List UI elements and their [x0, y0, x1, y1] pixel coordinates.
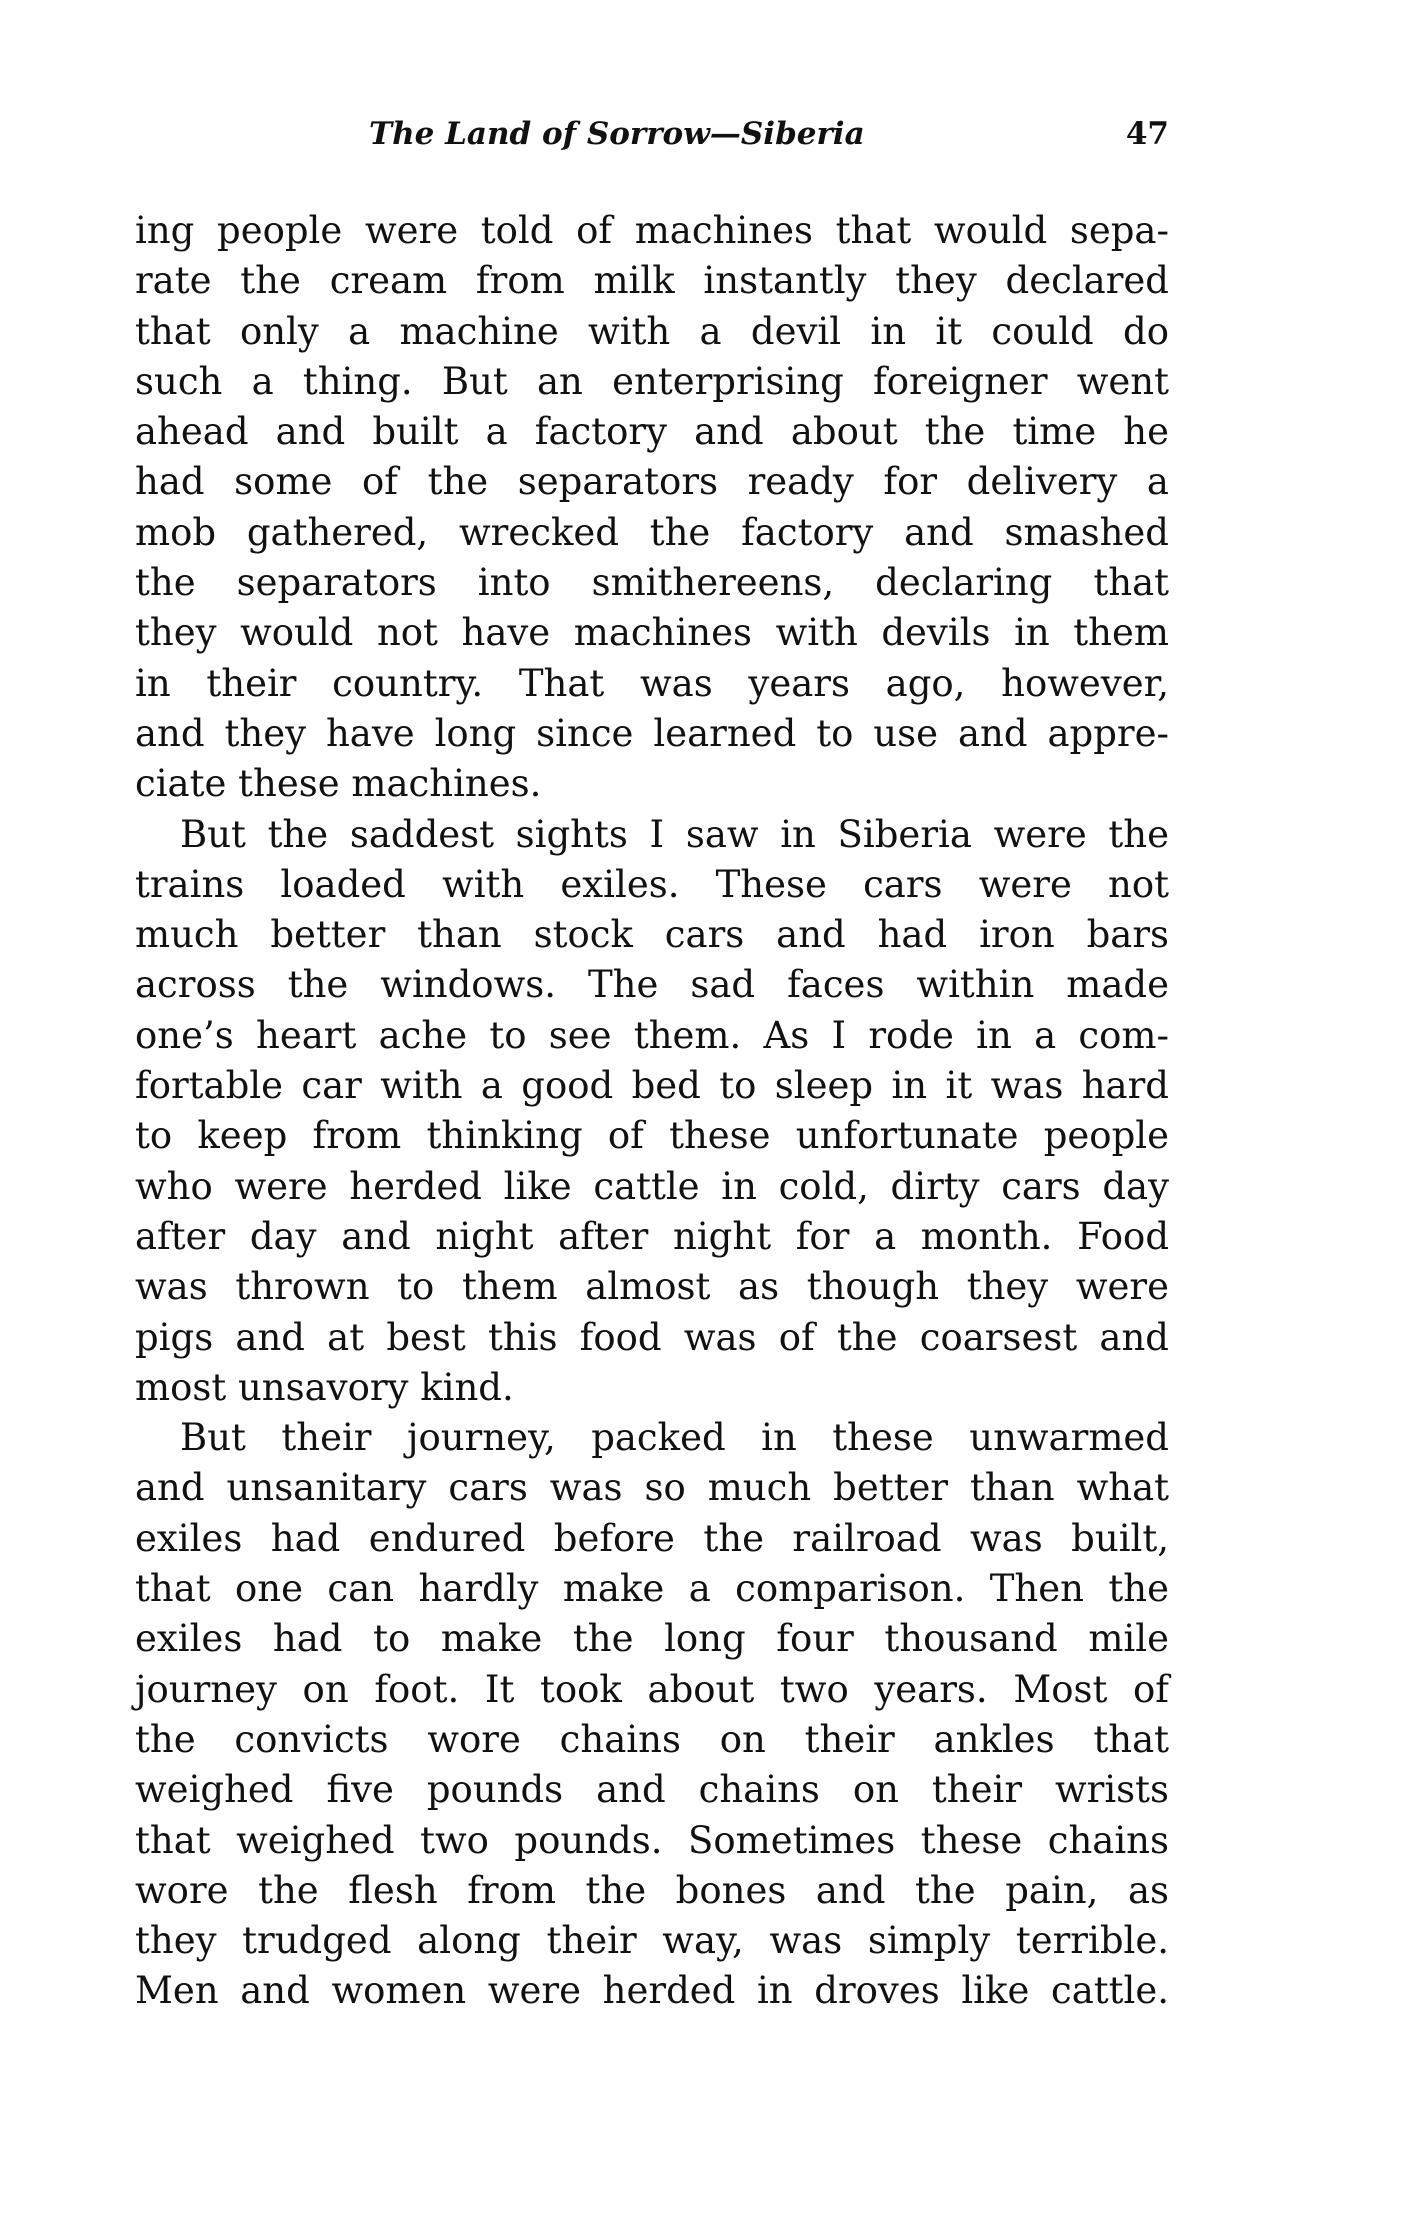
text-line: wore the flesh from the bones and the pain, as — [135, 1868, 1169, 1912]
page-header — [135, 116, 1169, 166]
page-number: 47 — [1125, 116, 1169, 152]
paragraph — [135, 810, 1169, 1414]
text-line: But their journey, packed in these unwarmed — [180, 1416, 1169, 1460]
paragraph — [135, 1413, 1169, 2017]
text-line: that only a machine with a devil in it could do — [135, 309, 1169, 353]
text-line: had some of the separators ready for delivery a — [135, 460, 1169, 504]
text-line: journey on foot. It took about two years. Most of — [135, 1667, 1169, 1711]
text-line: rate the cream from milk instantly they declared — [135, 259, 1169, 303]
text-line: in their country. That was years ago, however, — [135, 661, 1169, 705]
text-line: was thrown to them almost as though they were — [135, 1265, 1169, 1309]
text-line: they would not have machines with devils in them — [135, 611, 1169, 655]
text-line: such a thing. But an enterprising foreigner went — [135, 359, 1169, 403]
text-line: exiles had to make the long four thousand mile — [135, 1617, 1169, 1661]
text-line: that weighed two pounds. Sometimes these chains — [135, 1818, 1169, 1862]
text-line: and they have long since learned to use and appre- — [135, 711, 1169, 755]
text-line: much better than stock cars and had iron bars — [135, 913, 1169, 957]
text-line: that one can hardly make a comparison. Then the — [135, 1567, 1169, 1611]
text-line: the convicts wore chains on their ankles that — [135, 1717, 1169, 1761]
text-line: who were herded like cattle in cold, dirty cars day — [135, 1164, 1169, 1208]
text-line: and unsanitary cars was so much better than what — [135, 1466, 1169, 1510]
text-line: ciate these machines. — [135, 762, 542, 806]
text-line: ing people were told of machines that would sepa- — [135, 209, 1169, 252]
running-title: The Land of Sorrow—Siberia — [369, 116, 865, 152]
text-line: one’s heart ache to see them. As I rode in a com- — [135, 1013, 1169, 1057]
text-line: fortable car with a good bed to sleep in it was hard — [135, 1064, 1169, 1108]
body-text — [135, 206, 1169, 2017]
text-line: to keep from thinking of these unfortunate people — [135, 1114, 1169, 1158]
text-line: the separators into smithereens, declaring that — [135, 561, 1169, 605]
text-line: trains loaded with exiles. These cars were not — [135, 862, 1169, 906]
text-line: Men and women were herded in droves like cattle. — [135, 1969, 1169, 2013]
text-line: weighed five pounds and chains on their wrists — [135, 1768, 1169, 1812]
paragraph — [135, 206, 1169, 810]
text-line: after day and night after night for a month. Food — [135, 1214, 1169, 1258]
text-line: they trudged along their way, was simply terrible. — [135, 1919, 1169, 1963]
text-line: mob gathered, wrecked the factory and smashed — [135, 510, 1169, 554]
text-line: But the saddest sights I saw in Siberia were the — [180, 812, 1169, 856]
text-line: most unsavory kind. — [135, 1365, 514, 1409]
text-line: pigs and at best this food was of the coarsest and — [135, 1315, 1169, 1359]
text-line: ahead and built a factory and about the time he — [135, 410, 1169, 454]
text-line: exiles had endured before the railroad was built, — [135, 1516, 1169, 1560]
text-line: across the windows. The sad faces within made — [135, 963, 1169, 1007]
